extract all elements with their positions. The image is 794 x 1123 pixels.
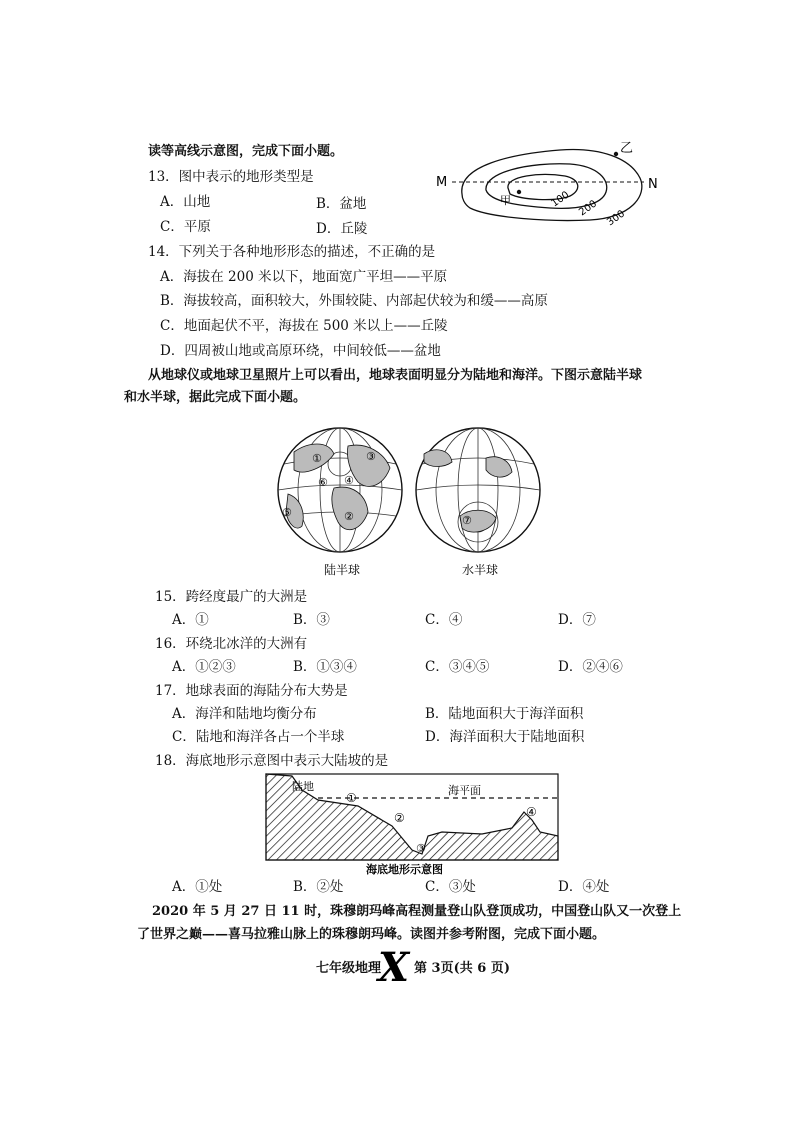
water-marker-7: ⑦	[462, 514, 472, 527]
seafloor-marker-3: ③	[416, 842, 426, 855]
q14-option-b: B．海拔较高，面积较大，外围较陡、内部起伏较为和缓——高原	[160, 293, 548, 309]
q15-stem: 15．跨经度最广的大洲是	[155, 589, 308, 605]
q13-option-c: C．平原	[160, 219, 211, 235]
q15-option-b: B．③	[293, 612, 330, 628]
footer-subject: 七年级地理	[316, 961, 382, 976]
land-marker-2: ②	[344, 510, 354, 523]
land-hemisphere-label: 陆半球	[324, 563, 361, 577]
q16-option-c: C．③④⑤	[425, 659, 490, 675]
everest-intro-line1: 2020 年 5 月 27 日 11 时，珠穆朗玛峰高程测量登山队登顶成功，中国登山队又一次登上	[152, 904, 682, 919]
seafloor-marker-1: ①	[346, 791, 357, 805]
land-marker-3: ③	[366, 450, 376, 463]
q15-option-a: A．①	[172, 612, 209, 628]
point-yi	[614, 152, 618, 156]
land-label: 陆地	[292, 780, 314, 793]
q14-stem: 14．下列关于各种地形形态的描述，不正确的是	[148, 244, 436, 260]
seafloor-marker-2: ②	[394, 811, 405, 825]
seafloor-caption: 海底地形示意图	[366, 863, 443, 876]
land-marker-1: ①	[312, 452, 322, 465]
label-jia: 甲	[500, 194, 511, 207]
q13-stem: 13．图中表示的地形类型是	[148, 169, 314, 185]
contour-300	[462, 150, 642, 221]
q13-option-b: B．盆地	[316, 196, 367, 212]
q17-option-a: A．海洋和陆地均衡分布	[172, 706, 317, 722]
q16-stem: 16．环绕北冰洋的大洲有	[155, 636, 308, 652]
seafloor-marker-4: ④	[526, 805, 537, 819]
sea-level-label: 海平面	[448, 784, 481, 797]
q14-option-c: C．地面起伏不平，海拔在 500 米以上——丘陵	[160, 318, 448, 334]
land-marker-5: ⑤	[282, 506, 292, 519]
contour-map	[430, 136, 670, 228]
water-hemisphere-label: 水半球	[462, 563, 499, 577]
footer-page-number: 第 3页(共 6 页)	[414, 961, 510, 976]
label-100: 100	[549, 189, 572, 210]
water-hemisphere	[416, 428, 540, 552]
label-n: N	[648, 177, 658, 192]
q17-option-c: C．陆地和海洋各占一个半球	[172, 729, 345, 745]
label-200: 200	[577, 198, 600, 219]
q15-option-d: D．⑦	[558, 612, 596, 628]
point-jia	[517, 190, 521, 194]
intro-hemispheres-line1: 从地球仪或地球卫星照片上可以看出，地球表面明显分为陆地和海洋。下图示意陆半球	[148, 368, 643, 383]
label-300: 300	[605, 208, 628, 228]
q18-option-b: B．②处	[293, 879, 344, 895]
land-marker-4: ④	[344, 474, 354, 487]
label-yi: 乙	[620, 141, 634, 156]
q14-option-a: A．海拔在 200 米以下，地面宽广平坦——平原	[160, 269, 448, 285]
q14-option-d: D．四周被山地或高原环绕，中间较低——盆地	[160, 343, 441, 359]
q18-option-d: D．④处	[558, 879, 610, 895]
q18-option-a: A．①处	[172, 879, 223, 895]
footer-x-mark: X	[378, 944, 410, 991]
q16-option-b: B．①③④	[293, 659, 357, 675]
everest-intro-line2: 了世界之巅——喜马拉雅山脉上的珠穆朗玛峰。读图并参考附图，完成下面小题。	[137, 927, 606, 942]
q15-option-c: C．④	[425, 612, 463, 628]
seafloor-diagram	[262, 772, 562, 876]
q17-option-b: B．陆地面积大于海洋面积	[425, 706, 584, 722]
q13-option-a: A．山地	[160, 194, 211, 210]
land-hemisphere	[278, 428, 402, 552]
q16-option-a: A．①②③	[172, 659, 236, 675]
q18-option-c: C．③处	[425, 879, 476, 895]
hemispheres-figure	[274, 424, 554, 580]
q17-option-d: D．海洋面积大于陆地面积	[425, 729, 585, 745]
label-m: M	[436, 175, 448, 190]
q16-option-d: D．②④⑥	[558, 659, 623, 675]
intro-hemispheres-line2: 和水半球，据此完成下面小题。	[124, 390, 307, 405]
q18-stem: 18．海底地形示意图中表示大陆坡的是	[155, 753, 389, 769]
q13-option-d: D．丘陵	[316, 221, 368, 237]
land-marker-6: ⑥	[318, 476, 328, 489]
q17-stem: 17．地球表面的海陆分布大势是	[155, 683, 348, 699]
intro-contour: 读等高线示意图，完成下面小题。	[148, 144, 344, 159]
